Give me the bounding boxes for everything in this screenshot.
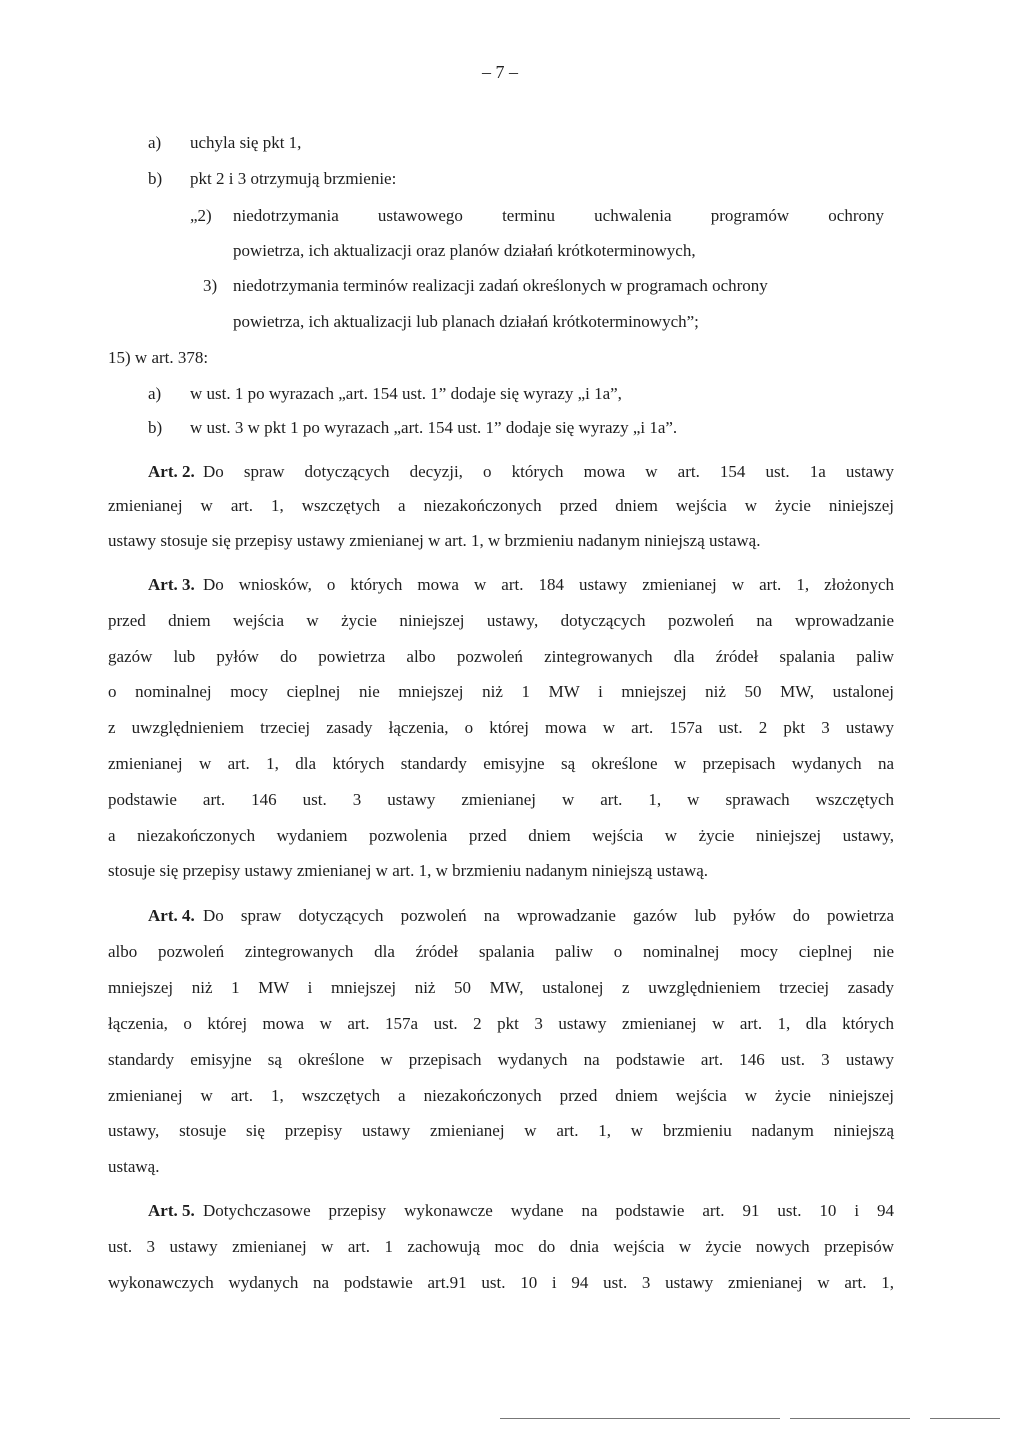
art-5-line2: ust. 3 ustawy zmienianej w art. 1 zachowują moc do dnia wejścia w życie nowych przepisów xyxy=(108,1237,894,1256)
art-3-line9: stosuje się przepisy ustawy zmienianej w art. 1, w brzmieniu nadanym niniejszą ustawą. xyxy=(108,861,709,880)
art-3-line5: z uwzględnieniem trzeciej zasady łączenia, o której mowa w art. 157a ust. 2 pkt 3 ustawy xyxy=(108,718,894,737)
list-item-b: pkt 2 i 3 otrzymują brzmienie: xyxy=(190,169,397,188)
point-15-label-b: b) xyxy=(148,418,163,437)
scan-rule-mid xyxy=(790,1418,910,1419)
list-label-a: a) xyxy=(148,133,162,152)
quoted-item-2-line1: niedotrzymania ustawowego terminu uchwalenia programów ochrony xyxy=(233,206,884,225)
art-4-heading: Art. 4. xyxy=(148,906,195,925)
art-5-heading: Art. 5. xyxy=(148,1201,195,1220)
art-4-line3: mniejszej niż 1 MW i mniejszej niż 50 MW, ustalonej z uwzględnieniem trzeciej zasady xyxy=(108,978,894,997)
point-15-item-a: w ust. 1 po wyrazach „art. 154 ust. 1” dodaje się wyrazy „i 1a”, xyxy=(190,384,622,403)
art-2-line1: Do spraw dotyczących decyzji, o których mowa w art. 154 ust. 1a ustawy xyxy=(203,462,894,481)
art-4-line4: łączenia, o której mowa w art. 157a ust. 2 pkt 3 ustawy zmienianej w art. 1, dla których xyxy=(108,1014,894,1033)
art-4-line5: standardy emisyjne są określone w przepisach wydanych na podstawie art. 146 ust. 3 ustawy xyxy=(108,1050,894,1069)
art-4-line1: Do spraw dotyczących pozwoleń na wprowadzanie gazów lub pyłów do powietrza xyxy=(203,906,894,925)
scan-rule-right xyxy=(930,1418,1000,1419)
art-5-line3: wykonawczych wydanych na podstawie art.91 ust. 10 i 94 ust. 3 ustawy zmienianej w art. 1, xyxy=(108,1273,894,1292)
point-15-item-b: w ust. 3 w pkt 1 po wyrazach „art. 154 ust. 1” dodaje się wyrazy „i 1a”. xyxy=(190,418,678,437)
point-15: 15) w art. 378: xyxy=(108,348,209,367)
art-3-line2: przed dniem wejścia w życie niniejszej ustawy, dotyczących pozwoleń na wprowadzanie xyxy=(108,611,894,630)
quoted-item-3-line1: niedotrzymania terminów realizacji zadań określonych w programach ochrony xyxy=(233,276,768,295)
art-3-line1: Do wniosków, o których mowa w art. 184 ustawy zmienianej w art. 1, złożonych xyxy=(203,575,894,594)
quoted-item-3-line2: powietrza, ich aktualizacji lub planach działań krótkoterminowych”; xyxy=(233,312,699,331)
art-2-line3: ustawy stosuje się przepisy ustawy zmienianej w art. 1, w brzmieniu nadanym niniejszą ustawą. xyxy=(108,531,761,550)
art-5-line1: Dotychczasowe przepisy wykonawcze wydane na podstawie art. 91 ust. 10 i 94 xyxy=(203,1201,894,1220)
point-15-label-a: a) xyxy=(148,384,162,403)
art-4-line2: albo pozwoleń zintegrowanych dla źródeł spalania paliw o nominalnej mocy cieplnej nie xyxy=(108,942,894,961)
art-3-line4: o nominalnej mocy cieplnej nie mniejszej niż 1 MW i mniejszej niż 50 MW, ustalonej xyxy=(108,682,894,701)
art-3-line6: zmienianej w art. 1, dla których standardy emisyjne są określone w przepisach wydanych na xyxy=(108,754,894,773)
art-4-line6: zmienianej w art. 1, wszczętych a niezakończonych przed dniem wejścia w życie niniejszej xyxy=(108,1086,894,1105)
art-2-line2: zmienianej w art. 1, wszczętych a niezakończonych przed dniem wejścia w życie niniejszej xyxy=(108,496,894,515)
list-label-b: b) xyxy=(148,169,163,188)
art-3-line3: gazów lub pyłów do powietrza albo pozwoleń zintegrowanych dla źródeł spalania paliw xyxy=(108,647,894,666)
scan-rule-left xyxy=(500,1418,780,1419)
art-3-heading: Art. 3. xyxy=(148,575,195,594)
art-3-line8: a niezakończonych wydaniem pozwolenia przed dniem wejścia w życie niniejszej ustawy, xyxy=(108,826,894,845)
quoted-item-2-line2: powietrza, ich aktualizacji oraz planów działań krótkoterminowych, xyxy=(233,241,696,260)
list-item-a: uchyla się pkt 1, xyxy=(190,133,302,152)
art-4-line7: ustawy, stosuje się przepisy ustawy zmienianej w art. 1, w brzmieniu nadanym niniejszą xyxy=(108,1121,894,1140)
art-3-line7: podstawie art. 146 ust. 3 ustawy zmienianej w art. 1, w sprawach wszczętych xyxy=(108,790,894,809)
quoted-label-2: „2) xyxy=(190,206,212,225)
art-2-heading: Art. 2. xyxy=(148,462,195,481)
quoted-label-3: 3) xyxy=(203,276,218,295)
art-4-line8: ustawą. xyxy=(108,1157,160,1176)
page-number: – 7 – xyxy=(482,62,518,82)
